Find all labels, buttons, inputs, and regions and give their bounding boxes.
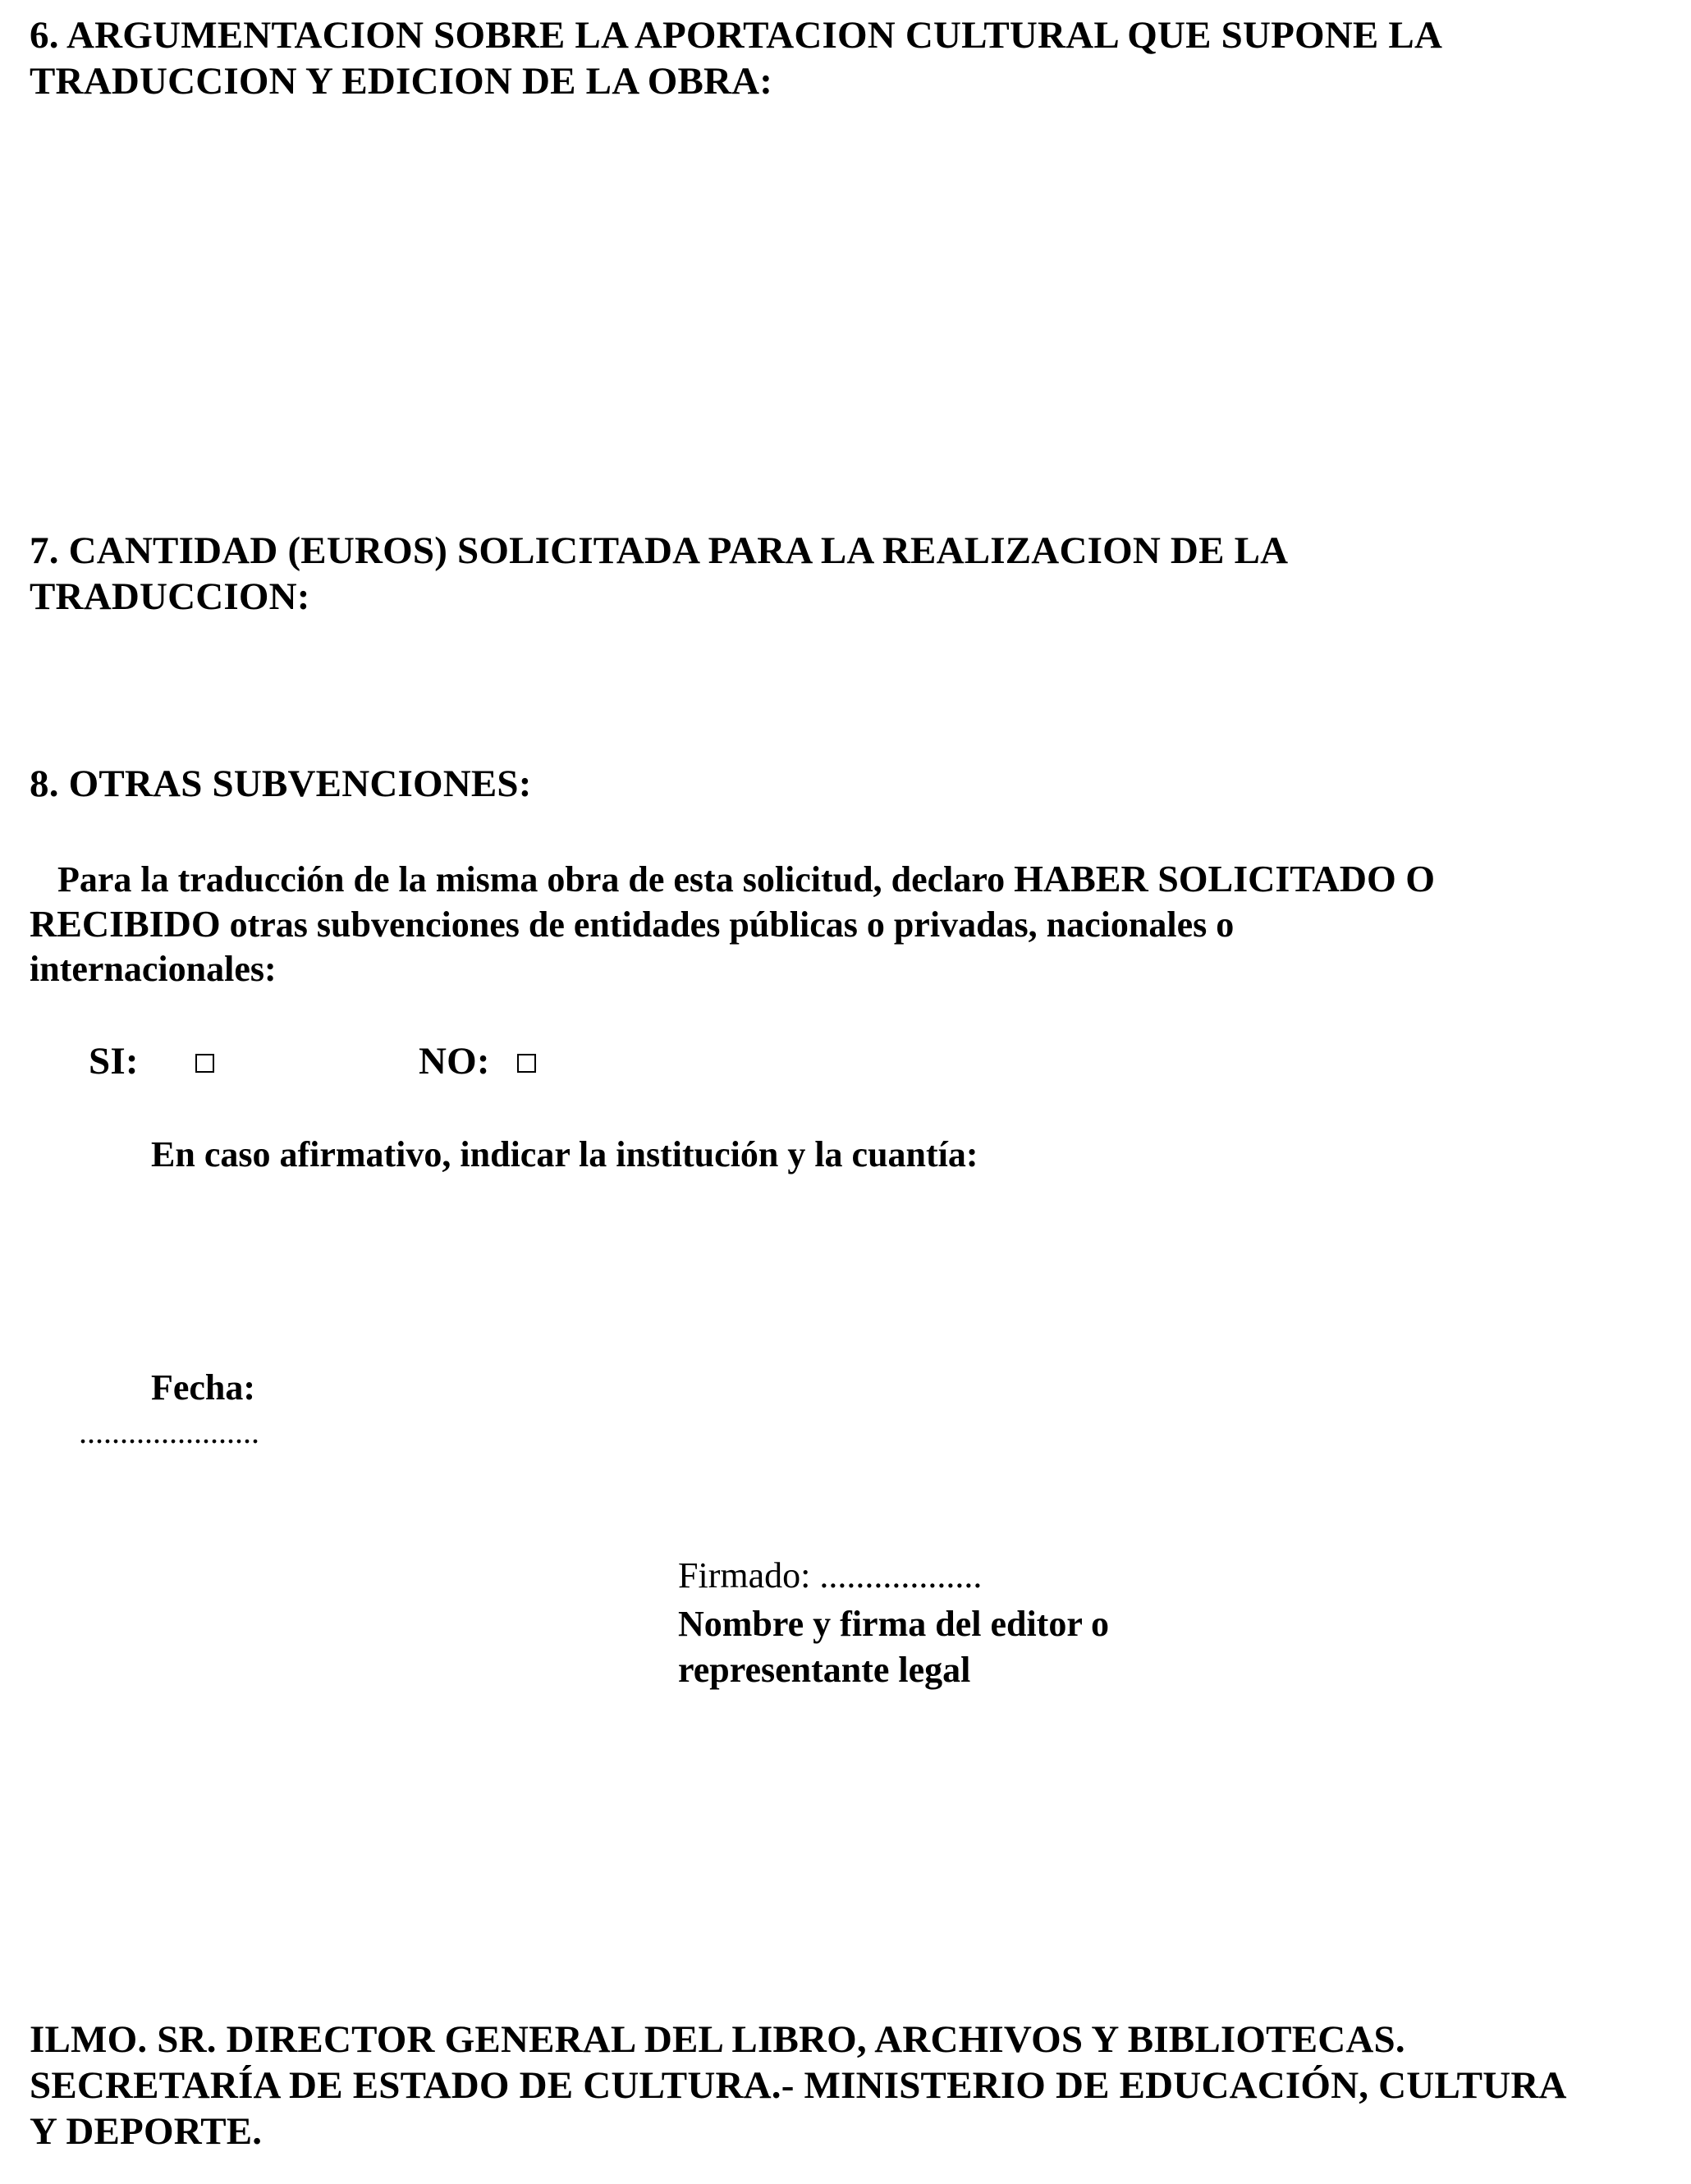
no-checkbox[interactable] (517, 1054, 536, 1073)
section-7-heading-line-1: 7. CANTIDAD (EUROS) SOLICITADA PARA LA REALIZACION DE LA (30, 529, 1289, 572)
declaration-text: Para la traducción de la misma obra de esta solicitud, declaro (57, 859, 1015, 900)
si-checkbox[interactable] (195, 1054, 214, 1073)
declaration-emphasis: RECIBIDO (30, 903, 221, 945)
section-6-heading-line-1: 6. ARGUMENTACION SOBRE LA APORTACION CULTURAL QUE SUPONE LA (30, 14, 1443, 57)
signed-label: Firmado: .................. (678, 1555, 983, 1596)
footer-line-2: SECRETARÍA DE ESTADO DE CULTURA.- MINISTERIO DE EDUCACIÓN, CULTURA (30, 2064, 1567, 2107)
section-7-heading-line-2: TRADUCCION: (30, 575, 310, 618)
footer-line-1: ILMO. SR. DIRECTOR GENERAL DEL LIBRO, ARCHIVOS Y BIBLIOTECAS. (30, 2018, 1405, 2061)
footer-line-3: Y DEPORTE. (30, 2110, 263, 2153)
signature-line-2: representante legal (678, 1650, 971, 1690)
signature-line-1: Nombre y firma del editor o (678, 1604, 1110, 1644)
declaration-text: otras subvenciones de entidades públicas o privadas, nacionales o (220, 904, 1235, 945)
section-6-heading-line-2: TRADUCCION Y EDICION DE LA OBRA: (30, 60, 773, 103)
si-label: SI: (89, 1040, 139, 1083)
no-label: NO: (419, 1040, 490, 1083)
declaration-line-3: internacionales: (30, 949, 277, 989)
declaration-line-1 (57, 857, 1435, 902)
affirmative-note: En caso afirmativo, indicar la institución y la cuantía: (151, 1134, 978, 1174)
date-label: Fecha: (151, 1367, 256, 1408)
section-8-heading: 8. OTRAS SUBVENCIONES: (30, 762, 532, 805)
declaration-emphasis: HABER SOLICITADO O (1014, 858, 1436, 900)
declaration-line-2 (30, 902, 1234, 947)
date-dots: ...................... (79, 1413, 259, 1450)
